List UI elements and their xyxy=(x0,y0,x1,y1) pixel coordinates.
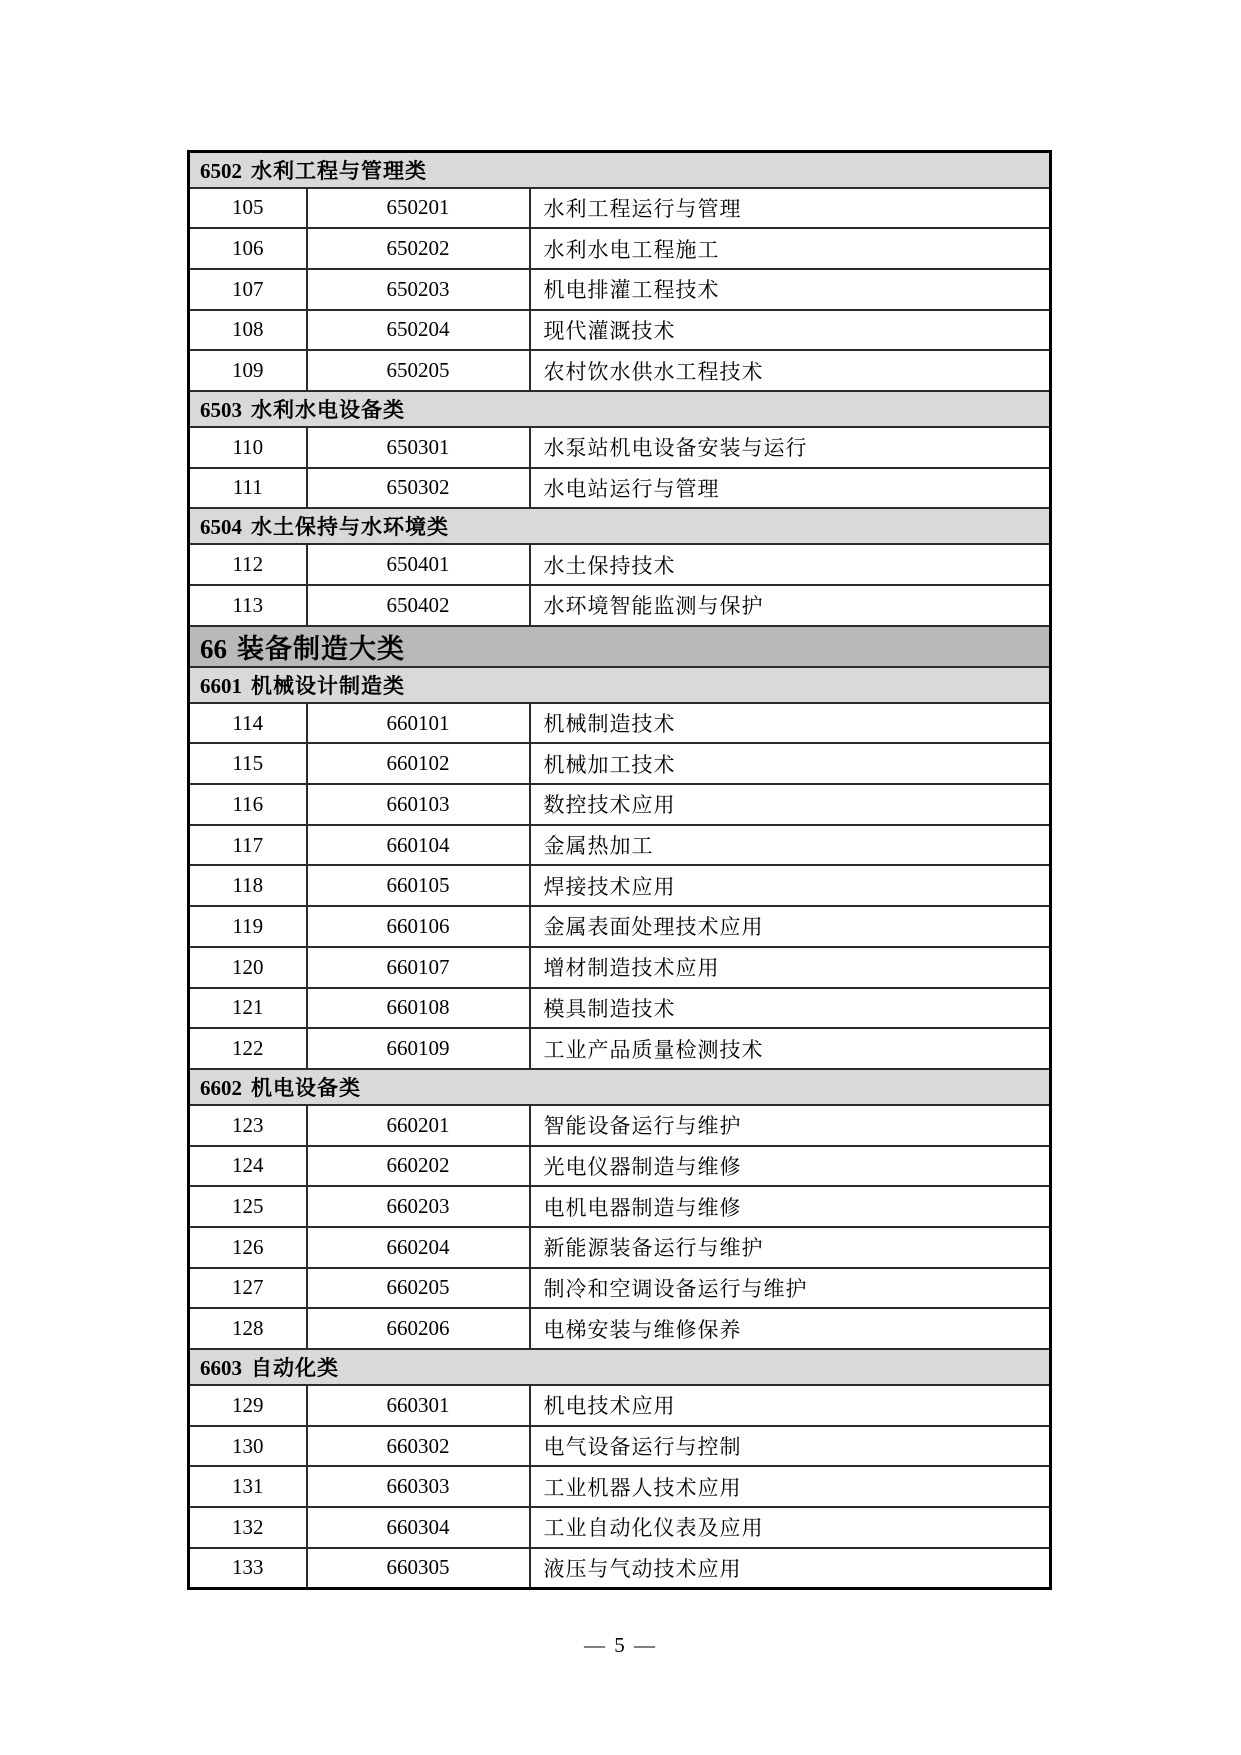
table-row xyxy=(189,1385,1051,1426)
major-name: 焊接技术应用 xyxy=(530,865,1051,906)
row-number: 124 xyxy=(189,1146,307,1187)
row-number: 105 xyxy=(189,188,307,229)
major-code: 660109 xyxy=(307,1028,530,1069)
major-name: 增材制造技术应用 xyxy=(530,947,1051,988)
row-number: 111 xyxy=(189,468,307,509)
category-header-row xyxy=(189,508,1051,544)
major-code: 660108 xyxy=(307,988,530,1029)
category-header-cell xyxy=(189,1349,1051,1385)
major-code: 660204 xyxy=(307,1227,530,1268)
major-name: 金属热加工 xyxy=(530,825,1051,866)
category-label: 装备制造大类 xyxy=(237,633,405,664)
major-name: 新能源装备运行与维护 xyxy=(530,1227,1051,1268)
major-code: 660101 xyxy=(307,703,530,744)
major-code: 660305 xyxy=(307,1548,530,1589)
major-code: 660107 xyxy=(307,947,530,988)
row-number: 131 xyxy=(189,1466,307,1507)
category-label: 机械设计制造类 xyxy=(251,673,405,698)
table-row xyxy=(189,1466,1051,1507)
table-row xyxy=(189,188,1051,229)
major-code: 650202 xyxy=(307,228,530,269)
major-name: 水利工程运行与管理 xyxy=(530,188,1051,229)
row-number: 132 xyxy=(189,1507,307,1548)
table-row xyxy=(189,865,1051,906)
major-code: 660303 xyxy=(307,1466,530,1507)
major-name: 机电技术应用 xyxy=(530,1385,1051,1426)
major-name: 水土保持技术 xyxy=(530,544,1051,585)
major-code: 650201 xyxy=(307,188,530,229)
category-code: 6503 xyxy=(200,397,242,422)
major-code: 650203 xyxy=(307,269,530,310)
major-name: 模具制造技术 xyxy=(530,988,1051,1029)
row-number: 108 xyxy=(189,310,307,351)
row-number: 110 xyxy=(189,427,307,468)
table-row xyxy=(189,947,1051,988)
row-number: 133 xyxy=(189,1548,307,1589)
category-label: 自动化类 xyxy=(251,1356,339,1380)
category-header-row xyxy=(189,152,1051,188)
row-number: 109 xyxy=(189,350,307,391)
major-name: 智能设备运行与维护 xyxy=(530,1105,1051,1146)
row-number: 113 xyxy=(189,585,307,626)
table-row xyxy=(189,1548,1051,1589)
table-row xyxy=(189,1308,1051,1349)
major-code: 650205 xyxy=(307,350,530,391)
row-number: 106 xyxy=(189,228,307,269)
table-row xyxy=(189,1105,1051,1146)
table-row xyxy=(189,1186,1051,1227)
row-number: 123 xyxy=(189,1105,307,1146)
table-row xyxy=(189,1227,1051,1268)
category-header-cell xyxy=(189,1069,1051,1105)
major-category-header-cell xyxy=(189,626,1051,667)
row-number: 121 xyxy=(189,988,307,1029)
table-row xyxy=(189,544,1051,585)
category-header-row xyxy=(189,1069,1051,1105)
table-row xyxy=(189,906,1051,947)
category-label: 水利水电设备类 xyxy=(251,397,405,422)
category-code: 66 xyxy=(200,633,227,664)
major-name: 电机电器制造与维修 xyxy=(530,1186,1051,1227)
category-header-row xyxy=(189,667,1051,703)
table-row xyxy=(189,310,1051,351)
major-name: 电气设备运行与控制 xyxy=(530,1426,1051,1467)
major-code: 650402 xyxy=(307,585,530,626)
category-code: 6602 xyxy=(200,1075,242,1100)
major-code: 660301 xyxy=(307,1385,530,1426)
table-row xyxy=(189,468,1051,509)
row-number: 114 xyxy=(189,703,307,744)
major-code: 650301 xyxy=(307,427,530,468)
category-code: 6504 xyxy=(200,515,242,540)
row-number: 126 xyxy=(189,1227,307,1268)
major-code: 660202 xyxy=(307,1146,530,1187)
table-row xyxy=(189,784,1051,825)
major-name: 液压与气动技术应用 xyxy=(530,1548,1051,1589)
row-number: 128 xyxy=(189,1308,307,1349)
row-number: 130 xyxy=(189,1426,307,1467)
major-code: 660201 xyxy=(307,1105,530,1146)
table-row xyxy=(189,1028,1051,1069)
major-name: 机械加工技术 xyxy=(530,743,1051,784)
major-code: 660203 xyxy=(307,1186,530,1227)
row-number: 116 xyxy=(189,784,307,825)
table-row xyxy=(189,228,1051,269)
table-row xyxy=(189,743,1051,784)
category-code: 6603 xyxy=(200,1356,242,1380)
major-category-header-row xyxy=(189,626,1051,667)
category-code: 6601 xyxy=(200,673,242,698)
category-header-row xyxy=(189,1349,1051,1385)
row-number: 125 xyxy=(189,1186,307,1227)
table-row xyxy=(189,1146,1051,1187)
major-name: 机械制造技术 xyxy=(530,703,1051,744)
major-name: 机电排灌工程技术 xyxy=(530,269,1051,310)
table-row xyxy=(189,703,1051,744)
major-code: 660102 xyxy=(307,743,530,784)
row-number: 117 xyxy=(189,825,307,866)
major-name: 水泵站机电设备安装与运行 xyxy=(530,427,1051,468)
category-label: 机电设备类 xyxy=(251,1075,361,1100)
category-header-cell xyxy=(189,508,1051,544)
major-code-table-body xyxy=(189,152,1051,1589)
row-number: 107 xyxy=(189,269,307,310)
table-row xyxy=(189,1426,1051,1467)
major-name: 制冷和空调设备运行与维护 xyxy=(530,1268,1051,1309)
row-number: 119 xyxy=(189,906,307,947)
major-name: 电梯安装与维修保养 xyxy=(530,1308,1051,1349)
row-number: 120 xyxy=(189,947,307,988)
table-row xyxy=(189,1268,1051,1309)
major-name: 水利水电工程施工 xyxy=(530,228,1051,269)
table-row xyxy=(189,825,1051,866)
major-name: 工业产品质量检测技术 xyxy=(530,1028,1051,1069)
major-name: 农村饮水供水工程技术 xyxy=(530,350,1051,391)
major-name: 光电仪器制造与维修 xyxy=(530,1146,1051,1187)
category-header-row xyxy=(189,391,1051,427)
major-code: 660106 xyxy=(307,906,530,947)
category-header-cell xyxy=(189,667,1051,703)
major-code: 660302 xyxy=(307,1426,530,1467)
row-number: 127 xyxy=(189,1268,307,1309)
major-name: 现代灌溉技术 xyxy=(530,310,1051,351)
major-code: 660104 xyxy=(307,825,530,866)
major-name: 工业机器人技术应用 xyxy=(530,1466,1051,1507)
major-code: 650302 xyxy=(307,468,530,509)
table-row xyxy=(189,269,1051,310)
row-number: 118 xyxy=(189,865,307,906)
row-number: 115 xyxy=(189,743,307,784)
row-number: 122 xyxy=(189,1028,307,1069)
category-header-cell xyxy=(189,391,1051,427)
major-code: 650204 xyxy=(307,310,530,351)
major-name: 水环境智能监测与保护 xyxy=(530,585,1051,626)
major-name: 水电站运行与管理 xyxy=(530,468,1051,509)
table-row xyxy=(189,350,1051,391)
major-code-table xyxy=(187,150,1052,1590)
major-code: 660103 xyxy=(307,784,530,825)
major-code: 650401 xyxy=(307,544,530,585)
table-row xyxy=(189,585,1051,626)
category-label: 水利工程与管理类 xyxy=(251,158,427,183)
category-code: 6502 xyxy=(200,158,242,183)
row-number: 129 xyxy=(189,1385,307,1426)
row-number: 112 xyxy=(189,544,307,585)
table-row xyxy=(189,427,1051,468)
major-name: 数控技术应用 xyxy=(530,784,1051,825)
category-header-cell xyxy=(189,152,1051,188)
category-label: 水土保持与水环境类 xyxy=(251,515,449,540)
major-code: 660205 xyxy=(307,1268,530,1309)
major-code: 660105 xyxy=(307,865,530,906)
table-row xyxy=(189,1507,1051,1548)
major-name: 工业自动化仪表及应用 xyxy=(530,1507,1051,1548)
table-row xyxy=(189,988,1051,1029)
major-code: 660304 xyxy=(307,1507,530,1548)
page-number: — 5 — xyxy=(584,1633,657,1657)
major-code: 660206 xyxy=(307,1308,530,1349)
major-name: 金属表面处理技术应用 xyxy=(530,906,1051,947)
